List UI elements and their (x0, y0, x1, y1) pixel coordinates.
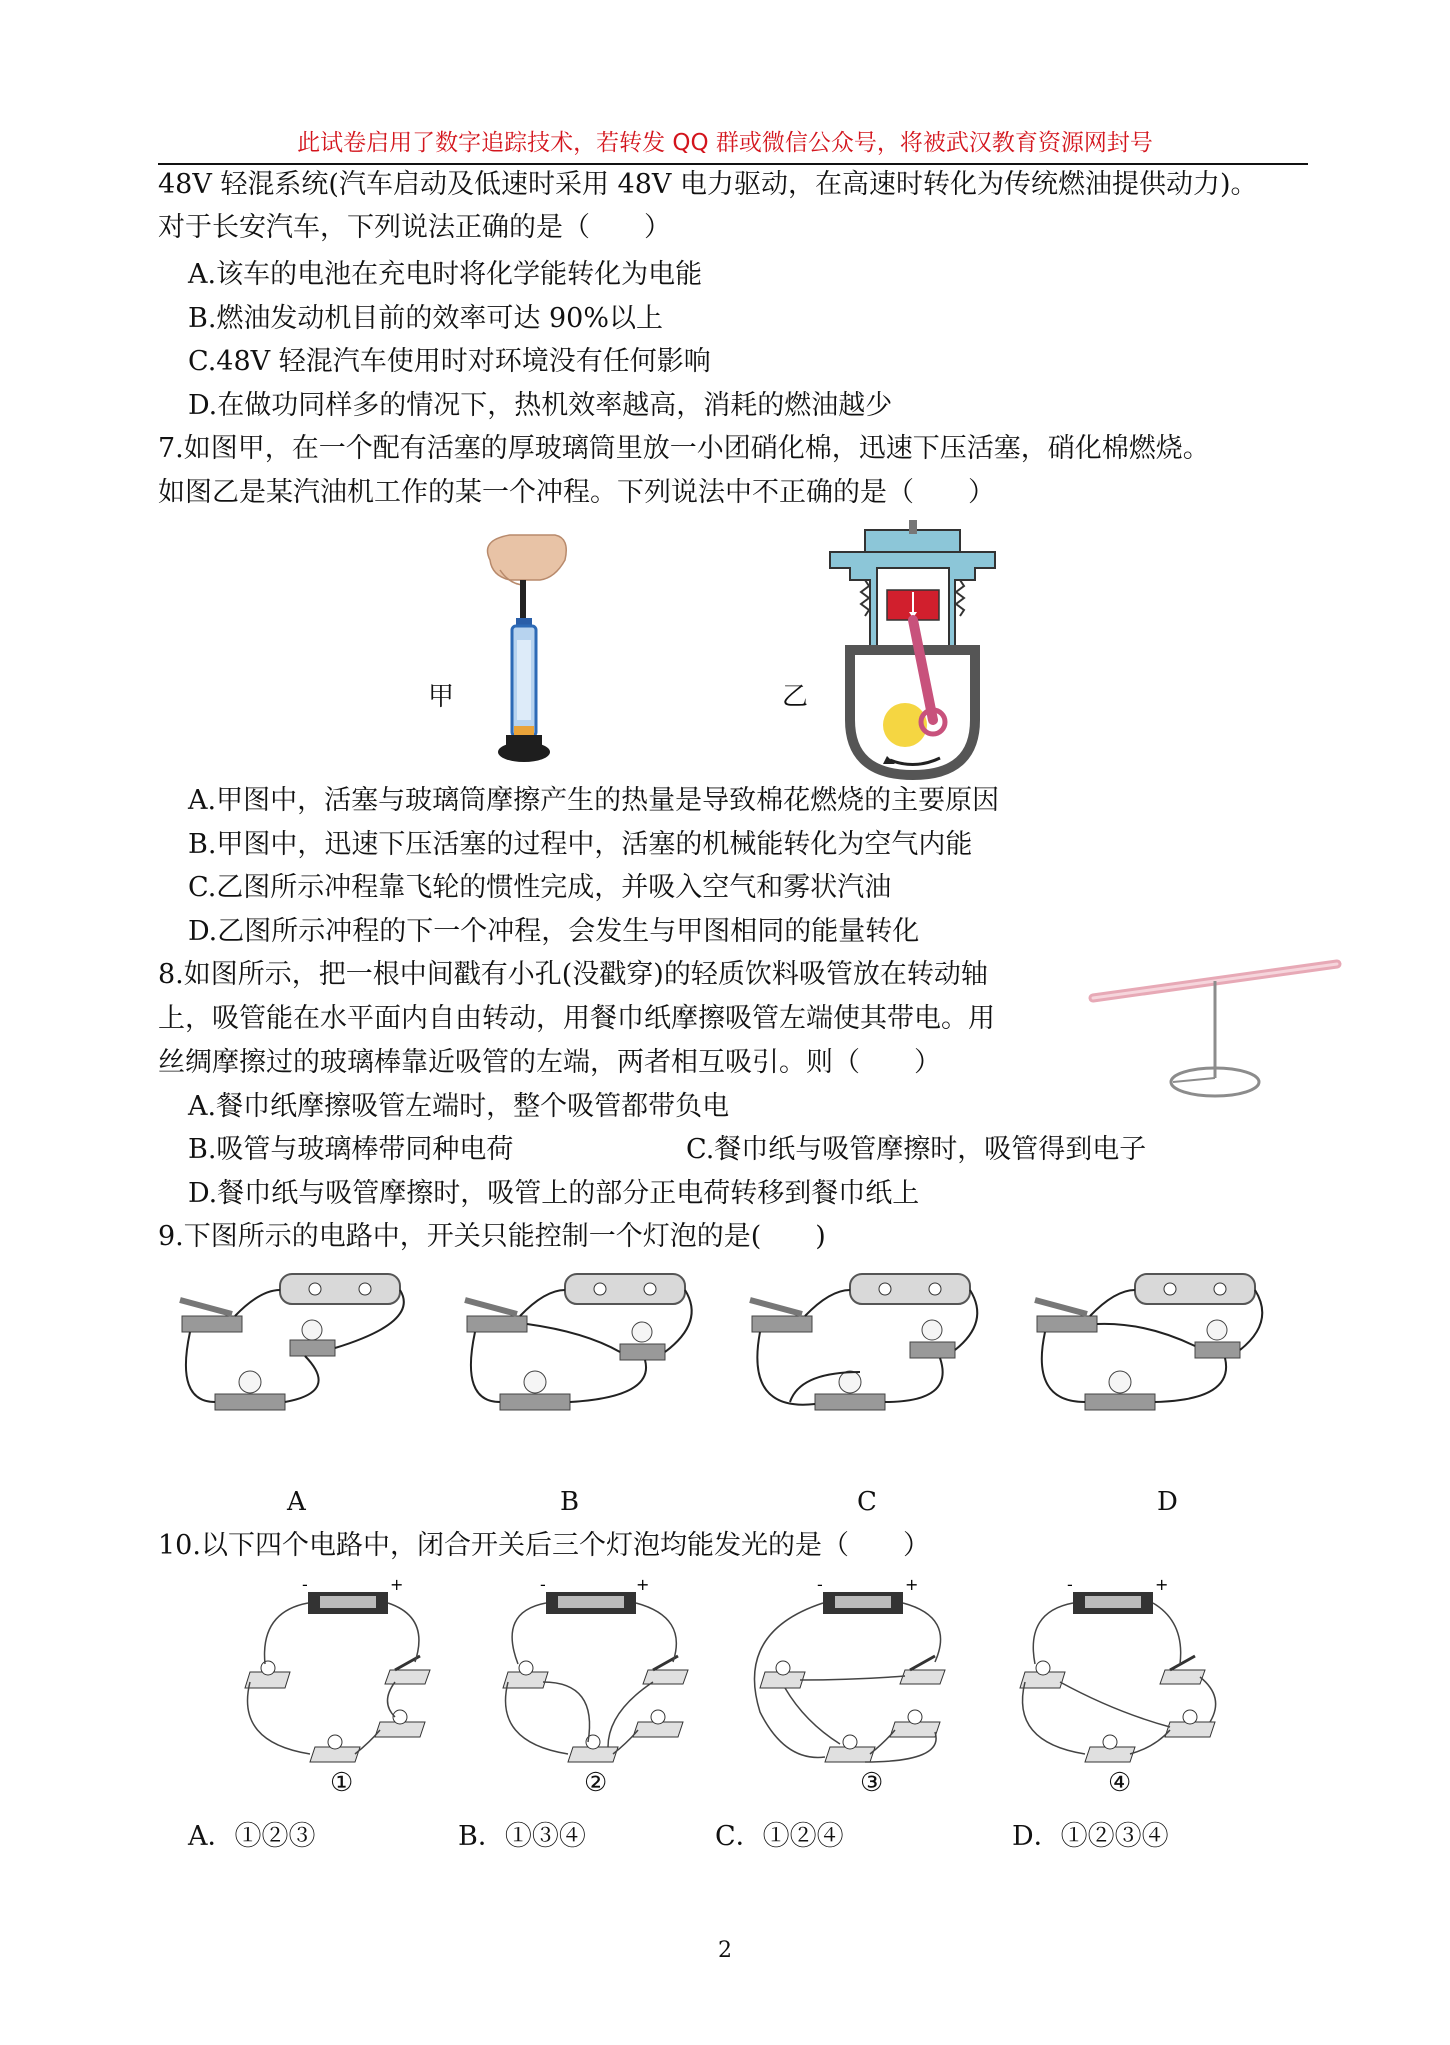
q8-option-a: A.餐巾纸摩擦吸管左端时，整个吸管都带负电 (188, 1091, 730, 1122)
q6-line-1: 48V 轻混系统(汽车启动及低速时采用 48V 电力驱动，在高速时转化为传统燃油提供动力)。 (158, 169, 1258, 200)
q7-option-a: A.甲图中，活塞与玻璃筒摩擦产生的热量是导致棉花燃烧的主要原因 (188, 785, 1000, 816)
q9-label-c: C (857, 1487, 877, 1517)
q7-option-b: B.甲图中，迅速下压活塞的过程中，活塞的机械能转化为空气内能 (188, 829, 973, 860)
q8-line-3: 丝绸摩擦过的玻璃棒靠近吸管的左端，两者相互吸引。则（ ） (158, 1047, 941, 1078)
q10-label-1: ① (330, 1768, 354, 1798)
svg-text:+: + (636, 1575, 650, 1594)
q9-label-d: D (1157, 1487, 1178, 1517)
q8-line-1: 8.如图所示，把一根中间戳有小孔(没戳穿)的轻质饮料吸管放在转动轴 (158, 959, 988, 990)
svg-text:+: + (390, 1575, 404, 1594)
q10-label-2: ② (584, 1768, 608, 1798)
figure-yi-label: 乙 (782, 682, 809, 712)
q9-circuit-d (1025, 1262, 1290, 1432)
q6-option-b: B.燃油发动机目前的效率可达 90%以上 (188, 303, 664, 334)
q10-label-4: ④ (1108, 1768, 1132, 1798)
q9-label-b: B (560, 1487, 580, 1517)
q7-line-1: 7.如图甲，在一个配有活塞的厚玻璃筒里放一小团硝化棉，迅速下压活塞，硝化棉燃烧。 (158, 433, 1210, 464)
q6-line-2: 对于长安汽车，下列说法正确的是（ ） (158, 212, 671, 243)
figure-straw-on-pivot (1085, 950, 1345, 1110)
q10-option-b: B．①③④ (458, 1821, 586, 1852)
header-rule (158, 163, 1308, 165)
q6-option-a: A.该车的电池在充电时将化学能转化为电能 (188, 259, 703, 290)
q10-circuit-1 (230, 1572, 460, 1767)
q7-option-d: D.乙图所示冲程的下一个冲程，会发生与甲图相同的能量转化 (188, 916, 920, 947)
q8-option-b: B.吸管与玻璃棒带同种电荷 (188, 1134, 514, 1165)
tracking-banner: 此试卷启用了数字追踪技术，若转发 QQ 群或微信公众号，将被武汉教育资源网封号 (297, 130, 1153, 156)
q7-line-2: 如图乙是某汽油机工作的某一个冲程。下列说法中不正确的是（ ） (158, 477, 995, 508)
q10-option-d: D．①②③④ (1012, 1821, 1169, 1852)
q10-circuit-3 (745, 1572, 975, 1767)
svg-text:-: - (540, 1575, 546, 1594)
svg-text:-: - (302, 1575, 308, 1594)
q10-circuit-4 (1005, 1572, 1235, 1767)
q7-option-c: C.乙图所示冲程靠飞轮的惯性完成，并吸入空气和雾状汽油 (188, 872, 892, 903)
svg-text:+: + (1155, 1575, 1169, 1594)
q9-stem: 9.下图所示的电路中，开关只能控制一个灯泡的是( ) (158, 1221, 826, 1252)
q10-label-3: ③ (860, 1768, 884, 1798)
page-number: 2 (718, 1938, 732, 1963)
q9-label-a: A (287, 1487, 306, 1517)
svg-text:+: + (905, 1575, 919, 1594)
q8-option-d: D.餐巾纸与吸管摩擦时，吸管上的部分正电荷转移到餐巾纸上 (188, 1178, 920, 1209)
q10-option-c: C．①②④ (715, 1821, 844, 1852)
q8-option-c: C.餐巾纸与吸管摩擦时，吸管得到电子 (686, 1134, 1147, 1165)
q10-option-a: A．①②③ (188, 1821, 316, 1852)
q9-circuit-b (455, 1262, 720, 1432)
q9-circuit-a (170, 1262, 435, 1432)
q10-circuit-2 (488, 1572, 718, 1767)
figure-jia-label: 甲 (428, 682, 455, 712)
svg-text:-: - (817, 1575, 823, 1594)
figure-jia-piston-cylinder (470, 530, 580, 770)
q9-circuit-c (740, 1262, 1005, 1432)
q6-option-d: D.在做功同样多的情况下，热机效率越高，消耗的燃油越少 (188, 390, 893, 421)
q8-line-2: 上，吸管能在水平面内自由转动，用餐巾纸摩擦吸管左端使其带电。用 (158, 1003, 995, 1034)
q10-stem: 10.以下四个电路中，闭合开关后三个灯泡均能发光的是（ ） (158, 1530, 930, 1561)
q6-option-c: C.48V 轻混汽车使用时对环境没有任何影响 (188, 346, 711, 377)
figure-yi-engine-stroke (825, 520, 1000, 780)
svg-text:-: - (1067, 1575, 1073, 1594)
